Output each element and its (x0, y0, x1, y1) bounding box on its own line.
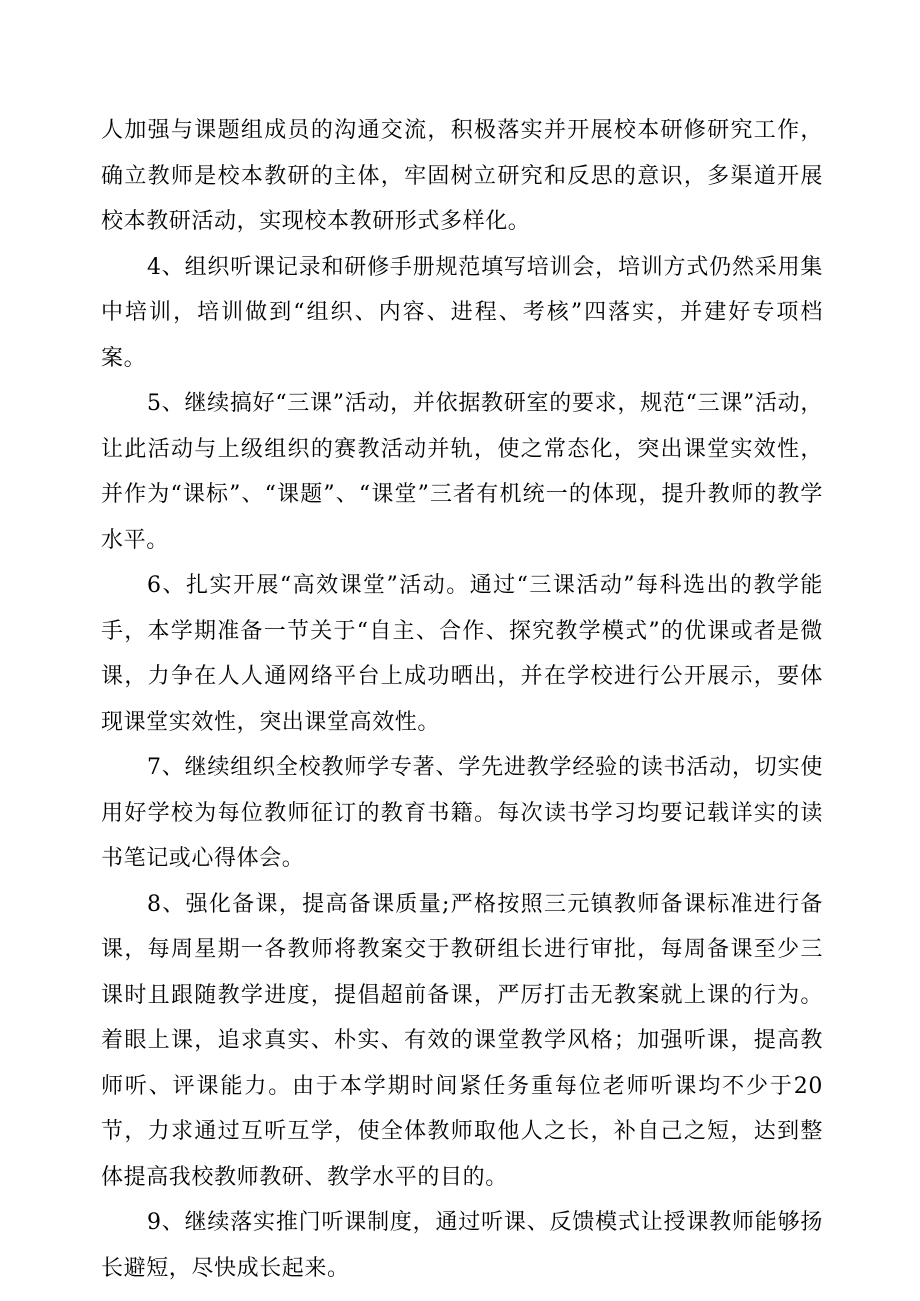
paragraph-item-7: 7、继续组织全校教师学专著、学先进教学经验的读书活动，切实使用好学校为每位教师征订的教育书籍。每次读书学习均要记载详实的读书笔记或心得体会。 (101, 755, 823, 871)
paragraph-item-8: 8、强化备课，提高备课质量;严格按照三元镇教师备课标准进行备课，每周星期一各教师将教案交于教研组长进行审批，每周备课至少三课时且跟随教学进度，提倡超前备课，严厉打击无教案就上课的行为。着眼上课，追求真实、朴实、有效的课堂教学风格；加强听课，提高教师听、评课能力。由于本学期时间紧任务重每位老师听课均不少于20节，力求通过互听互学，使全体教师取他人之长，补自己之短，达到整体提高我校教师教研、教学水平的目的。 (101, 891, 823, 1190)
paragraph-item-6: 6、扎实开展“高效课堂”活动。通过“三课活动”每科选出的教学能手，本学期准备一节关于“自主、合作、探究教学模式”的优课或者是微课，力争在人人通网络平台上成功晒出，并在学校进行公开展示，要体现课堂实效性，突出课堂高效性。 (101, 573, 823, 735)
paragraph-item-5: 5、继续搞好“三课”活动，并依据教研室的要求，规范“三课”活动，让此活动与上级组织的赛教活动并轨，使之常态化，突出课堂实效性，并作为“课标”、“课题”、“课堂”三者有机统一的体现，提升教师的教学水平。 (101, 391, 823, 553)
paragraph-continued: 人加强与课题组成员的沟通交流，积极落实并开展校本研修研究工作，确立教师是校本教研的主体，牢固树立研究和反思的意识，多渠道开展校本教研活动，实现校本教研形式多样化。 (101, 118, 823, 234)
paragraph-item-9: 9、继续落实推门听课制度，通过听课、反馈模式让授课教师能够扬长避短，尽快成长起来。 (101, 1210, 823, 1281)
paragraph-item-4: 4、组织听课记录和研修手册规范填写培训会，培训方式仍然采用集中培训，培训做到“组织、内容、进程、考核”四落实，并建好专项档案。 (101, 254, 823, 371)
document-page (101, 108, 823, 1291)
